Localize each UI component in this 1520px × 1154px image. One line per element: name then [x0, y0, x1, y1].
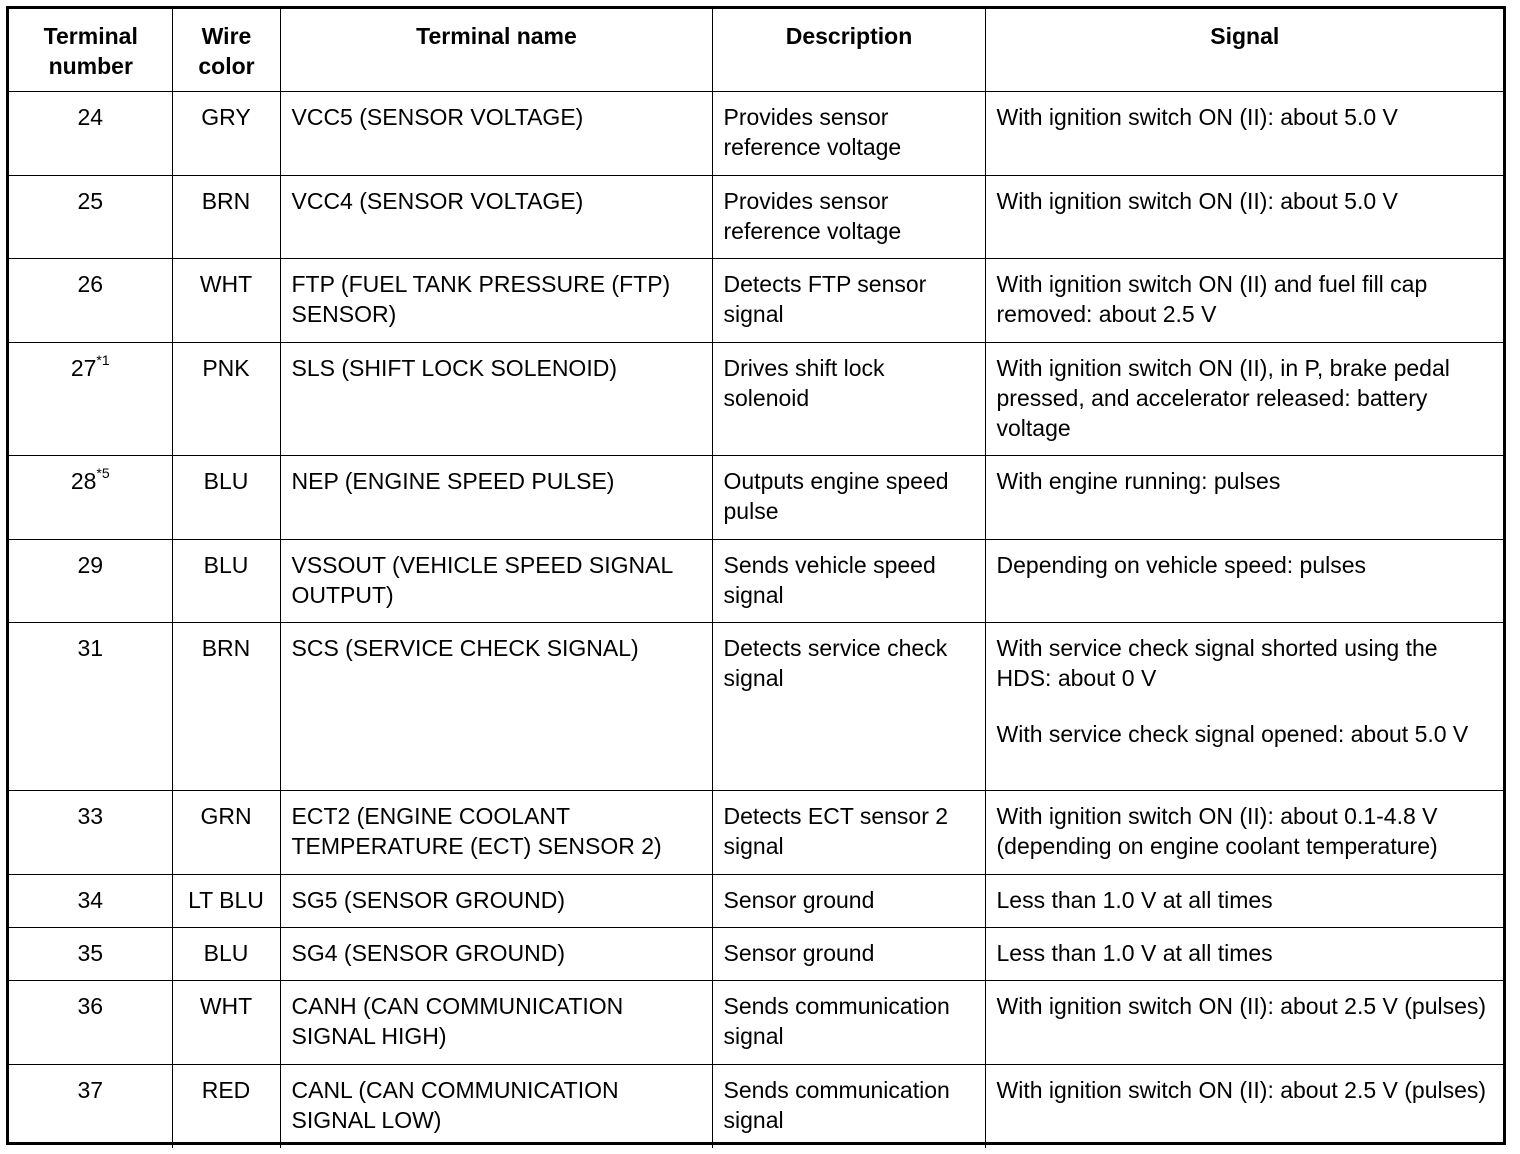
signal-cell: [985, 874, 1503, 927]
signal-text: With ignition switch ON (II), in P, brake pedal pressed, and accelerator released: battery voltage: [996, 354, 1450, 441]
description-cell: Sensor ground: [712, 874, 985, 927]
terminal-number-cell: [9, 175, 172, 258]
table-row: [9, 980, 1503, 1064]
terminal-name-cell: SCS (SERVICE CHECK SIGNAL): [280, 622, 712, 790]
terminal-number-cell: [9, 927, 172, 980]
terminal-number: 37: [77, 1076, 104, 1103]
terminal-number-cell: [9, 342, 172, 455]
wire-color-cell: RED: [172, 1064, 280, 1148]
terminal-number-cell: [9, 258, 172, 342]
header-row: [9, 9, 1503, 91]
description-cell: Drives shift lock solenoid: [712, 342, 985, 455]
signal-text: With ignition switch ON (II): about 5.0 V: [996, 187, 1398, 214]
table-row: [9, 1064, 1503, 1148]
terminal-number: 27: [70, 354, 97, 381]
description-cell: Provides sensor reference voltage: [712, 175, 985, 258]
description-cell: Sends communication signal: [712, 980, 985, 1064]
signal-cell: [985, 342, 1503, 455]
terminal-number: 35: [77, 939, 104, 966]
signal-cell: [985, 539, 1503, 622]
signal-text: With ignition switch ON (II): about 0.1-4.8 V (depending on engine coolant temperature): [996, 802, 1438, 859]
signal-cell: [985, 927, 1503, 980]
description-cell: Detects ECT sensor 2 signal: [712, 790, 985, 874]
terminal-name-cell: SG5 (SENSOR GROUND): [280, 874, 712, 927]
terminal-number: 29: [77, 551, 104, 578]
signal-text: With ignition switch ON (II): about 2.5 V (pulses): [996, 1076, 1487, 1103]
terminal-name-cell: VSSOUT (VEHICLE SPEED SIGNAL OUTPUT): [280, 539, 712, 622]
description-cell: Detects service check signal: [712, 622, 985, 790]
description-cell: Sends communication signal: [712, 1064, 985, 1148]
terminal-number-cell: [9, 455, 172, 539]
header-wire-color: Wire color: [172, 9, 280, 91]
terminal-number-cell: [9, 874, 172, 927]
signal-cell: [985, 790, 1503, 874]
table-row: [9, 622, 1503, 790]
terminal-name-cell: VCC4 (SENSOR VOLTAGE): [280, 175, 712, 258]
table-row: [9, 874, 1503, 927]
terminal-table-frame: [6, 6, 1506, 1145]
wire-color-cell: GRY: [172, 91, 280, 175]
terminal-name-cell: ECT2 (ENGINE COOLANT TEMPERATURE (ECT) SENSOR 2): [280, 790, 712, 874]
terminal-name-cell: VCC5 (SENSOR VOLTAGE): [280, 91, 712, 175]
terminal-number-cell: [9, 539, 172, 622]
signal-text: With ignition switch ON (II): about 5.0 V: [996, 103, 1398, 130]
terminal-number: 31: [77, 634, 104, 661]
header-terminal-name: Terminal name: [280, 9, 712, 91]
description-cell: Detects FTP sensor signal: [712, 258, 985, 342]
signal-cell: [985, 91, 1503, 175]
terminal-number-cell: [9, 91, 172, 175]
signal-cell: [985, 1064, 1503, 1148]
table-row: [9, 455, 1503, 539]
wire-color-cell: WHT: [172, 980, 280, 1064]
signal-cell: [985, 258, 1503, 342]
signal-cell: [985, 455, 1503, 539]
terminal-name-cell: FTP (FUEL TANK PRESSURE (FTP) SENSOR): [280, 258, 712, 342]
terminal-number: 28: [70, 467, 97, 494]
signal-text: With engine running: pulses: [996, 467, 1281, 494]
terminal-number: 24: [77, 103, 104, 130]
description-cell: Outputs engine speed pulse: [712, 455, 985, 539]
description-cell: Sensor ground: [712, 927, 985, 980]
signal-text: Less than 1.0 V at all times: [996, 939, 1273, 966]
terminal-number: 25: [77, 187, 104, 214]
table-row: [9, 790, 1503, 874]
header-description: Description: [712, 9, 985, 91]
terminal-number: 34: [77, 886, 104, 913]
footnote-marker: *1: [96, 351, 110, 368]
terminal-number-cell: [9, 622, 172, 790]
terminal-number: 36: [77, 992, 104, 1019]
header-signal: Signal: [985, 9, 1503, 91]
signal-cell: [985, 622, 1503, 790]
terminal-name-cell: CANH (CAN COMMUNICATION SIGNAL HIGH): [280, 980, 712, 1064]
wire-color-cell: BLU: [172, 455, 280, 539]
description-cell: Provides sensor reference voltage: [712, 91, 985, 175]
wire-color-cell: WHT: [172, 258, 280, 342]
signal-text: With service check signal shorted using the HDS: about 0 V: [996, 634, 1438, 691]
wire-color-cell: BLU: [172, 539, 280, 622]
terminal-number-cell: [9, 980, 172, 1064]
wire-color-cell: BRN: [172, 175, 280, 258]
wire-color-cell: BLU: [172, 927, 280, 980]
header-terminal-number: Terminal number: [9, 9, 172, 91]
terminal-table: [9, 9, 1503, 1148]
terminal-number-cell: [9, 790, 172, 874]
wire-color-cell: GRN: [172, 790, 280, 874]
signal-cell: [985, 980, 1503, 1064]
table-row: [9, 539, 1503, 622]
table-row: [9, 927, 1503, 980]
table-body: [9, 91, 1503, 1148]
signal-text: With ignition switch ON (II) and fuel fill cap removed: about 2.5 V: [996, 270, 1428, 327]
description-cell: Sends vehicle speed signal: [712, 539, 985, 622]
terminal-name-cell: NEP (ENGINE SPEED PULSE): [280, 455, 712, 539]
signal-text: With service check signal opened: about 5.0 V: [996, 720, 1469, 747]
table-row: [9, 342, 1503, 455]
terminal-name-cell: CANL (CAN COMMUNICATION SIGNAL LOW): [280, 1064, 712, 1148]
table-row: [9, 258, 1503, 342]
terminal-number: 26: [77, 270, 104, 297]
terminal-number-cell: [9, 1064, 172, 1148]
table-row: [9, 91, 1503, 175]
terminal-name-cell: SLS (SHIFT LOCK SOLENOID): [280, 342, 712, 455]
wire-color-cell: PNK: [172, 342, 280, 455]
signal-cell: [985, 175, 1503, 258]
wire-color-cell: BRN: [172, 622, 280, 790]
footnote-marker: *5: [96, 464, 110, 481]
terminal-number: 33: [77, 802, 104, 829]
wire-color-cell: LT BLU: [172, 874, 280, 927]
signal-text: Depending on vehicle speed: pulses: [996, 551, 1367, 578]
signal-text: Less than 1.0 V at all times: [996, 886, 1273, 913]
table-row: [9, 175, 1503, 258]
signal-text: With ignition switch ON (II): about 2.5 V (pulses): [996, 992, 1487, 1019]
terminal-name-cell: SG4 (SENSOR GROUND): [280, 927, 712, 980]
